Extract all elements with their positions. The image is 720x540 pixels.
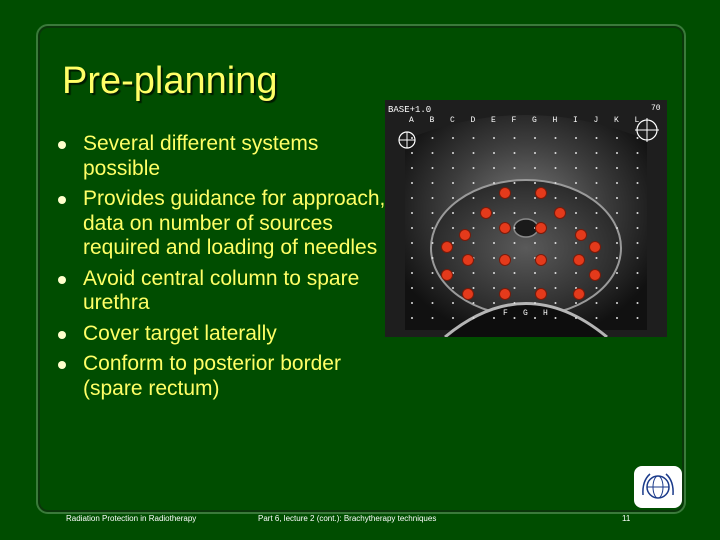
seed-marker	[590, 242, 601, 253]
seed-marker	[574, 289, 585, 300]
grid-dot	[452, 197, 454, 199]
grid-dot	[473, 167, 475, 169]
seed-marker	[500, 289, 511, 300]
grid-dot	[411, 302, 413, 304]
grid-dot	[432, 227, 434, 229]
grid-dot	[596, 167, 598, 169]
bottom-letter: H	[543, 309, 548, 318]
seed-marker	[536, 188, 547, 199]
grid-dot	[637, 212, 639, 214]
grid-dot	[616, 197, 618, 199]
bullet-item: Avoid central column to spare urethra	[56, 267, 386, 316]
grid-dot	[575, 242, 577, 244]
grid-dot	[555, 317, 557, 319]
grid-dot	[616, 167, 618, 169]
grid-dot	[616, 227, 618, 229]
grid-dot	[493, 152, 495, 154]
grid-dot	[575, 302, 577, 304]
grid-dot	[452, 212, 454, 214]
grid-dot	[452, 242, 454, 244]
grid-dot	[555, 197, 557, 199]
grid-dot	[411, 152, 413, 154]
grid-dot	[616, 212, 618, 214]
grid-dot	[411, 317, 413, 319]
grid-dot	[432, 167, 434, 169]
grid-dot	[432, 317, 434, 319]
grid-dot	[514, 287, 516, 289]
ultrasound-graphic	[385, 100, 667, 337]
grid-dot	[555, 227, 557, 229]
seed-marker	[442, 270, 453, 281]
bullet-item: Several different systems possible	[56, 132, 386, 181]
grid-dot	[555, 137, 557, 139]
bullet-dot-icon	[58, 141, 66, 149]
corner-label: 70	[651, 104, 661, 113]
grid-dot	[596, 317, 598, 319]
grid-dot	[493, 287, 495, 289]
grid-dot	[514, 167, 516, 169]
grid-dot	[596, 152, 598, 154]
seed-marker	[576, 230, 587, 241]
grid-dot	[514, 152, 516, 154]
grid-dot	[493, 272, 495, 274]
grid-dot	[637, 242, 639, 244]
grid-dot	[616, 272, 618, 274]
grid-dot	[432, 197, 434, 199]
grid-dot	[452, 257, 454, 259]
grid-dot	[534, 137, 536, 139]
grid-dot	[514, 212, 516, 214]
grid-dot	[534, 287, 536, 289]
grid-dot	[473, 242, 475, 244]
grid-dot	[637, 137, 639, 139]
grid-dot	[555, 152, 557, 154]
seed-marker	[574, 255, 585, 266]
grid-dot	[637, 227, 639, 229]
grid-dot	[534, 167, 536, 169]
grid-dot	[616, 182, 618, 184]
grid-dot	[514, 182, 516, 184]
grid-dot	[473, 227, 475, 229]
grid-dot	[575, 167, 577, 169]
grid-dot	[432, 302, 434, 304]
grid-dot	[411, 287, 413, 289]
grid-dot	[555, 302, 557, 304]
column-letter: H	[552, 116, 558, 125]
grid-dot	[452, 167, 454, 169]
grid-dot	[534, 272, 536, 274]
grid-dot	[555, 287, 557, 289]
grid-dot	[473, 317, 475, 319]
bottom-letter: F	[503, 309, 508, 318]
column-letter: F	[511, 116, 517, 125]
column-letter: E	[491, 116, 496, 125]
grid-dot	[432, 152, 434, 154]
grid-dot	[637, 287, 639, 289]
grid-dot	[493, 167, 495, 169]
grid-dot	[596, 287, 598, 289]
grid-dot	[411, 242, 413, 244]
grid-dot	[432, 212, 434, 214]
column-letter: A	[409, 116, 414, 125]
seed-marker	[555, 208, 566, 219]
seed-marker	[500, 255, 511, 266]
seed-marker	[500, 223, 511, 234]
grid-dot	[432, 242, 434, 244]
grid-dot	[616, 257, 618, 259]
grid-dot	[555, 257, 557, 259]
grid-dot	[637, 197, 639, 199]
grid-dot	[514, 257, 516, 259]
grid-dot	[616, 152, 618, 154]
grid-dot	[452, 317, 454, 319]
grid-dot	[575, 227, 577, 229]
grid-dot	[616, 302, 618, 304]
grid-dot	[493, 212, 495, 214]
grid-dot	[514, 272, 516, 274]
base-label: BASE+1.0	[388, 105, 432, 115]
grid-dot	[616, 317, 618, 319]
page-number: 11	[622, 514, 631, 523]
grid-dot	[432, 137, 434, 139]
seed-marker	[536, 223, 547, 234]
seed-marker	[442, 242, 453, 253]
grid-dot	[534, 197, 536, 199]
grid-dot	[473, 182, 475, 184]
grid-dot	[493, 137, 495, 139]
grid-dot	[534, 242, 536, 244]
grid-dot	[575, 152, 577, 154]
grid-dot	[473, 137, 475, 139]
grid-dot	[575, 137, 577, 139]
grid-dot	[637, 317, 639, 319]
grid-dot	[473, 152, 475, 154]
grid-dot	[534, 152, 536, 154]
grid-dot	[514, 137, 516, 139]
grid-dot	[637, 257, 639, 259]
seed-marker	[590, 270, 601, 281]
grid-dot	[575, 212, 577, 214]
grid-dot	[534, 302, 536, 304]
grid-dot	[411, 212, 413, 214]
grid-dot	[473, 272, 475, 274]
footer-center: Part 6, lecture 2 (cont.): Brachytherapy techniques	[258, 514, 437, 523]
column-letter: L	[634, 116, 640, 125]
grid-dot	[596, 227, 598, 229]
grid-dot	[514, 227, 516, 229]
grid-dot	[473, 212, 475, 214]
grid-dot	[596, 182, 598, 184]
seed-marker	[536, 255, 547, 266]
grid-dot	[575, 272, 577, 274]
grid-dot	[514, 302, 516, 304]
grid-dot	[575, 317, 577, 319]
grid-dot	[452, 302, 454, 304]
grid-dot	[637, 272, 639, 274]
grid-dot	[596, 212, 598, 214]
grid-dot	[493, 257, 495, 259]
grid-dot	[575, 197, 577, 199]
grid-dot	[514, 317, 516, 319]
grid-dot	[432, 257, 434, 259]
grid-dot	[493, 197, 495, 199]
grid-dot	[493, 182, 495, 184]
grid-dot	[514, 197, 516, 199]
grid-dot	[493, 317, 495, 319]
probe-marker-icon	[399, 132, 415, 148]
grid-dot	[432, 287, 434, 289]
grid-dot	[555, 182, 557, 184]
grid-dot	[493, 242, 495, 244]
grid-dot	[596, 302, 598, 304]
grid-dot	[637, 152, 639, 154]
slide-title: Pre-planning	[62, 60, 278, 102]
grid-dot	[411, 167, 413, 169]
grid-dot	[575, 182, 577, 184]
grid-dot	[473, 302, 475, 304]
bullet-item: Conform to posterior border (spare rectum)	[56, 352, 386, 401]
grid-dot	[596, 257, 598, 259]
grid-dot	[534, 317, 536, 319]
grid-dot	[637, 182, 639, 184]
seed-marker	[463, 255, 474, 266]
column-letter: C	[450, 116, 455, 125]
seed-marker	[460, 230, 471, 241]
column-letter: I	[573, 116, 578, 125]
grid-dot	[432, 272, 434, 274]
grid-dot	[493, 227, 495, 229]
grid-dot	[452, 227, 454, 229]
grid-dot	[555, 167, 557, 169]
grid-dot	[473, 287, 475, 289]
grid-dot	[616, 287, 618, 289]
grid-dot	[616, 137, 618, 139]
grid-dot	[616, 242, 618, 244]
column-letter: K	[614, 116, 619, 125]
bullet-dot-icon	[58, 331, 66, 339]
grid-dot	[452, 182, 454, 184]
bullet-dot-icon	[58, 276, 66, 284]
ultrasound-image	[385, 100, 667, 337]
grid-dot	[411, 197, 413, 199]
un-emblem-icon	[634, 466, 682, 508]
grid-dot	[432, 182, 434, 184]
grid-dot	[411, 272, 413, 274]
bullet-item: Cover target laterally	[56, 322, 386, 347]
grid-dot	[411, 227, 413, 229]
grid-dot	[493, 302, 495, 304]
grid-dot	[514, 242, 516, 244]
seed-marker	[481, 208, 492, 219]
bullet-dot-icon	[58, 196, 66, 204]
grid-dot	[596, 137, 598, 139]
grid-dot	[637, 302, 639, 304]
grid-dot	[452, 137, 454, 139]
grid-dot	[637, 167, 639, 169]
grid-dot	[411, 257, 413, 259]
grid-dot	[411, 182, 413, 184]
seed-marker	[500, 188, 511, 199]
grid-dot	[534, 182, 536, 184]
column-letter: J	[593, 116, 599, 125]
footer-left: Radiation Protection in Radiotherapy	[66, 514, 197, 523]
grid-dot	[596, 197, 598, 199]
bullet-list	[56, 132, 386, 407]
column-letter: D	[470, 116, 476, 125]
grid-dot	[534, 212, 536, 214]
column-letter: G	[532, 116, 537, 125]
seed-marker	[463, 289, 474, 300]
bullet-item: Provides guidance for approach, data on number of sources required and loading of needles	[56, 187, 386, 261]
grid-dot	[411, 137, 413, 139]
grid-dot	[555, 242, 557, 244]
grid-dot	[452, 152, 454, 154]
grid-dot	[555, 272, 557, 274]
bullet-dot-icon	[58, 361, 66, 369]
column-letter: B	[429, 116, 435, 125]
bottom-letter: G	[523, 309, 528, 318]
grid-dot	[473, 197, 475, 199]
seed-marker	[536, 289, 547, 300]
grid-dot	[452, 287, 454, 289]
